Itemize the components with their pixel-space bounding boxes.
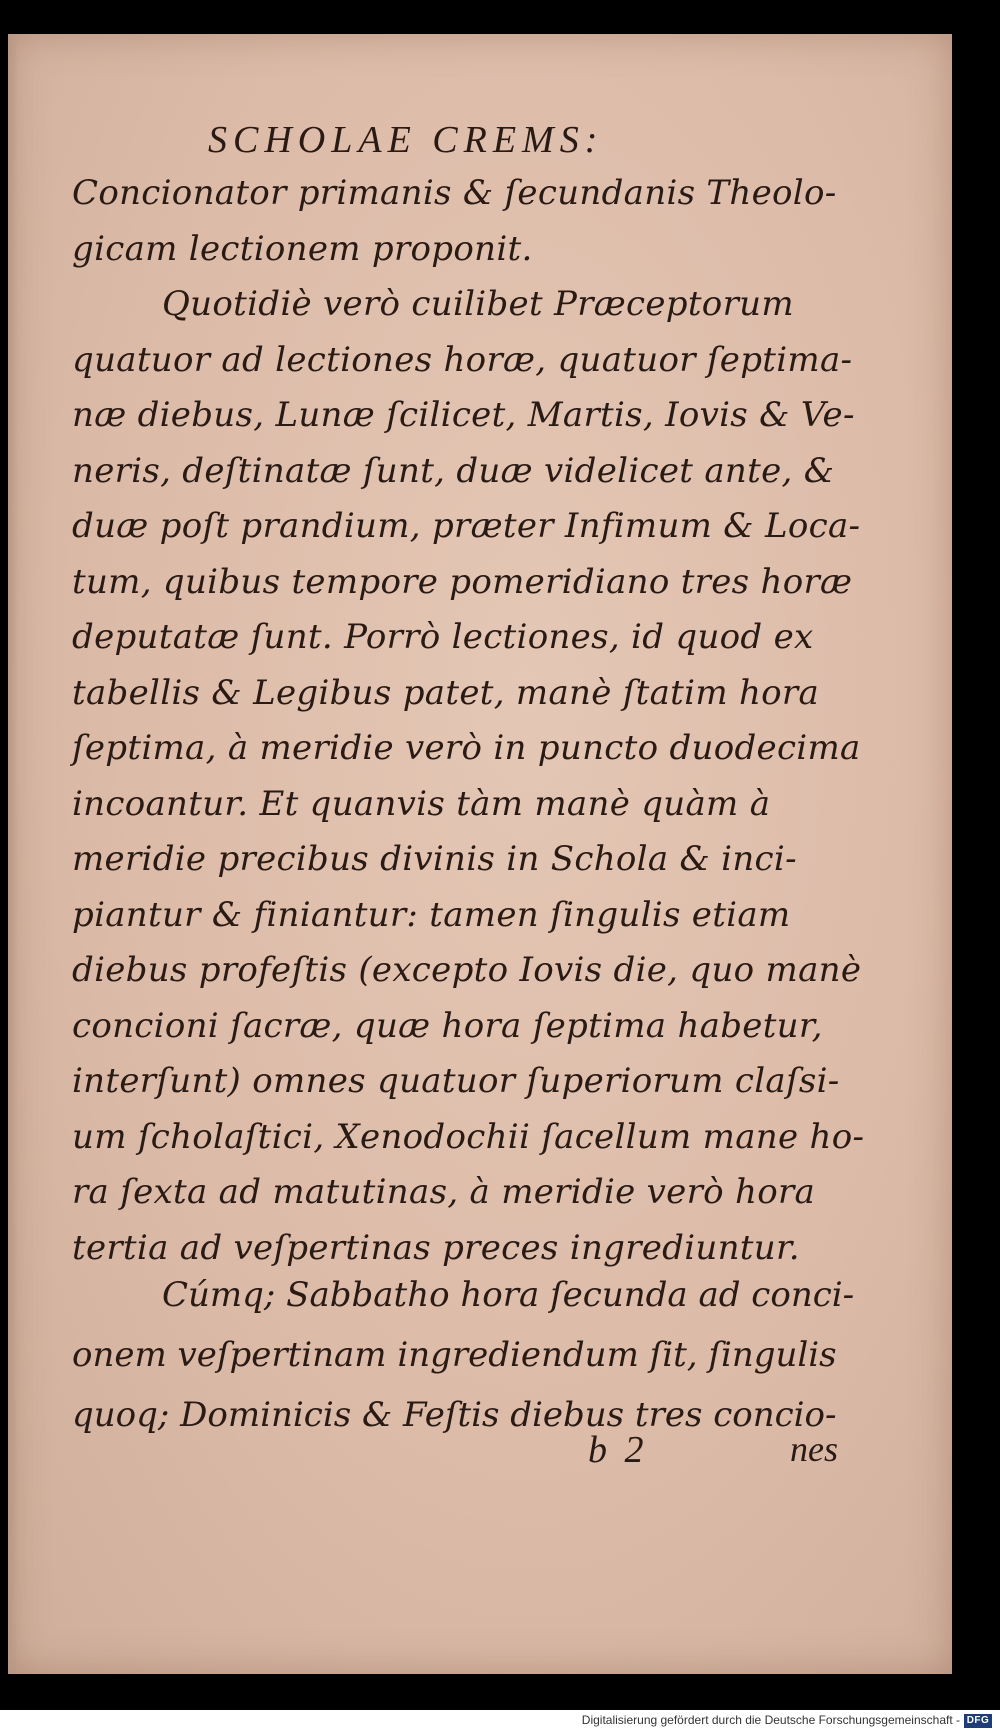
text-line: tertia ad veſpertinas preces ingrediuntur. [72,1227,800,1268]
text-line: diebus profeſtis (excepto Iovis die, quo manè [72,950,862,990]
text-line: Cúmq; Sabbatho hora ſecunda ad conci- [162,1275,855,1315]
text-line: tabellis & Legibus patet, manè ſtatim hora [72,672,820,713]
text-line: deputatæ ſunt. Porrò lectiones, id quod ex [72,617,814,657]
text-line: næ diebus, Lunæ ſcilicet, Martis, Iovis & Ve- [72,395,855,435]
paragraph-second [72,1265,892,1445]
text-line: neris, deſtinatæ ſunt, duæ videlicet ante, & [72,450,835,491]
text-line: tum, quibus tempore pomeridiano tres horæ [72,561,853,602]
text-line: quatuor ad lectiones horæ, quatuor ſeptima- [72,339,853,380]
text-line: ra ſexta ad matutinas, à meridie verò hora [72,1172,816,1212]
running-head: SCHOLAE CREMS: [208,119,604,161]
text-line: piantur & finiantur: tamen ſingulis etiam [72,894,791,935]
signature-mark: b 2 [588,1429,648,1471]
page-edge [8,34,18,1674]
text-line: onem veſpertinam ingrediendum ſit, ſingulis [72,1335,837,1375]
footer-credit: Digitalisierung gefördert durch die Deutsche Forschungsgemeinschaft - [581,1713,960,1727]
text-line: Quotidiè verò cuilibet Præceptorum [162,284,794,324]
dfg-logo-icon: DFG [964,1714,992,1728]
text-line: um ſcholaſtici, Xenodochii ſacellum mane ho- [72,1116,865,1157]
text-line: meridie precibus divinis in Schola & inci- [72,839,797,879]
text-line: incoantur. Et quanvis tàm manè quàm à [72,783,771,824]
catchword: nes [790,1429,838,1469]
text-line: duæ poſt prandium, præter Infimum & Loca- [72,506,861,546]
text-line: Concionator primanis & ſecundanis Theolo- [72,173,837,213]
text-line: ſeptima, à meridie verò in puncto duodecima [72,728,861,768]
paragraph-main [72,166,892,1276]
text-line: quoq; Dominicis & Feſtis diebus tres concio- [72,1395,837,1435]
text-line: gicam lectionem proponit. [72,228,533,269]
text-line: interſunt) omnes quatuor ſuperiorum claſsi- [72,1061,840,1101]
text-line: concioni ſacræ, quæ hora ſeptima habetur, [72,1005,823,1046]
